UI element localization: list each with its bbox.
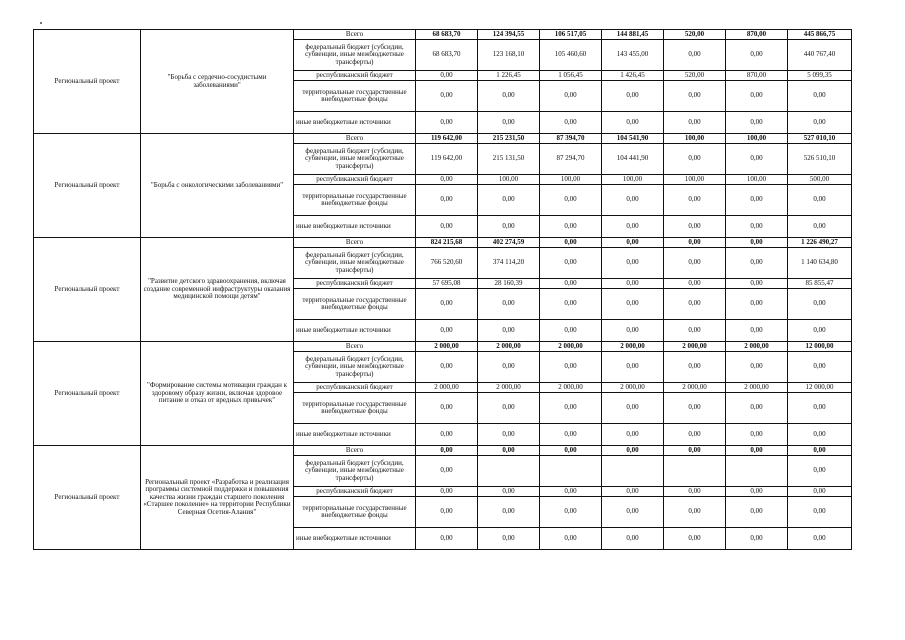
value-cell: 374 114,20	[478, 248, 540, 279]
value-cell: 0,00	[664, 144, 726, 175]
value-cell: 0,00	[664, 446, 726, 456]
project-type-cell: Региональный проект	[34, 446, 141, 550]
value-cell: 0,00	[602, 185, 664, 216]
value-cell: 0,00	[416, 185, 478, 216]
funding-source-cell: республиканский бюджет	[294, 279, 416, 289]
value-cell: 0,00	[726, 528, 788, 550]
value-cell	[664, 456, 726, 487]
total-value-cell: 0,00	[788, 456, 852, 487]
value-cell: 0,00	[602, 446, 664, 456]
value-cell: 87 294,70	[540, 144, 602, 175]
funding-source-cell: федеральный бюджет (субсидии, субвенции, иные межбюджетные трансферты)	[294, 352, 416, 383]
value-cell: 2 000,00	[416, 383, 478, 393]
value-cell: 68 683,70	[416, 40, 478, 71]
funding-source-cell: территориальные государственные внебюджетные фонды	[294, 393, 416, 424]
value-cell: 0,00	[540, 216, 602, 238]
value-cell: 143 455,00	[602, 40, 664, 71]
value-cell: 0,00	[416, 446, 478, 456]
funding-source-cell: иные внебюджетные источники	[294, 424, 416, 446]
funding-source-cell: Всего	[294, 342, 416, 352]
project-type-cell: Региональный проект	[34, 238, 141, 342]
value-cell: 766 520,60	[416, 248, 478, 279]
funding-source-cell: республиканский бюджет	[294, 383, 416, 393]
funding-source-cell: иные внебюджетные источники	[294, 112, 416, 134]
value-cell: 2 000,00	[602, 342, 664, 352]
value-cell: 870,00	[726, 30, 788, 40]
value-cell: 0,00	[416, 528, 478, 550]
value-cell: 0,00	[478, 289, 540, 320]
value-cell: 0,00	[726, 216, 788, 238]
value-cell: 0,00	[416, 393, 478, 424]
value-cell: 0,00	[416, 497, 478, 528]
value-cell: 119 642,00	[416, 144, 478, 175]
value-cell: 0,00	[664, 528, 726, 550]
total-value-cell: 0,00	[788, 216, 852, 238]
value-cell: 2 000,00	[602, 383, 664, 393]
value-cell: 0,00	[540, 393, 602, 424]
value-cell: 0,00	[416, 456, 478, 487]
value-cell: 0,00	[478, 497, 540, 528]
value-cell: 144 881,45	[602, 30, 664, 40]
funding-source-cell: федеральный бюджет (субсидии, субвенции, иные межбюджетные трансферты)	[294, 456, 416, 487]
total-value-cell: 0,00	[788, 185, 852, 216]
value-cell: 0,00	[478, 352, 540, 383]
project-name-cell: Региональный проект «Разработка и реализация программы системной поддержки и повышения качества жизни граждан старшего поколения «Старшее поколение» на территории Республики Северная Осетия-Алания"	[141, 446, 294, 550]
total-row	[34, 30, 852, 40]
total-value-cell: 0,00	[788, 393, 852, 424]
total-value-cell: 440 767,40	[788, 40, 852, 71]
value-cell: 0,00	[726, 289, 788, 320]
value-cell: 0,00	[478, 446, 540, 456]
total-value-cell: 445 866,75	[788, 30, 852, 40]
value-cell: 402 274,59	[478, 238, 540, 248]
value-cell: 0,00	[602, 352, 664, 383]
value-cell: 0,00	[664, 81, 726, 112]
funding-source-cell: республиканский бюджет	[294, 175, 416, 185]
value-cell: 57 695,08	[416, 279, 478, 289]
funding-table	[33, 29, 852, 550]
value-cell: 0,00	[478, 112, 540, 134]
value-cell: 0,00	[478, 216, 540, 238]
value-cell: 0,00	[416, 112, 478, 134]
value-cell: 0,00	[478, 81, 540, 112]
value-cell: 104 441,90	[602, 144, 664, 175]
value-cell: 0,00	[664, 289, 726, 320]
value-cell: 0,00	[664, 352, 726, 383]
value-cell: 100,00	[540, 175, 602, 185]
value-cell: 0,00	[602, 393, 664, 424]
value-cell: 100,00	[664, 175, 726, 185]
value-cell: 0,00	[664, 248, 726, 279]
value-cell: 0,00	[478, 424, 540, 446]
total-value-cell: 1 226 490,27	[788, 238, 852, 248]
value-cell: 0,00	[726, 144, 788, 175]
value-cell: 123 168,10	[478, 40, 540, 71]
value-cell: 0,00	[540, 497, 602, 528]
value-cell: 0,00	[540, 446, 602, 456]
value-cell: 870,00	[726, 71, 788, 81]
value-cell: 0,00	[726, 393, 788, 424]
value-cell: 0,00	[726, 497, 788, 528]
total-value-cell: 0,00	[788, 352, 852, 383]
value-cell: 0,00	[726, 185, 788, 216]
value-cell	[726, 456, 788, 487]
value-cell: 0,00	[540, 248, 602, 279]
value-cell: 119 642,00	[416, 134, 478, 144]
total-value-cell: 0,00	[788, 289, 852, 320]
project-name-cell: "Борьба с сердечно-сосудистыми заболеваниями"	[141, 30, 294, 134]
value-cell: 2 000,00	[726, 342, 788, 352]
funding-source-cell: республиканский бюджет	[294, 71, 416, 81]
value-cell: 0,00	[478, 487, 540, 497]
total-value-cell: 0,00	[788, 497, 852, 528]
value-cell: 0,00	[726, 320, 788, 342]
value-cell: 0,00	[540, 289, 602, 320]
funding-source-cell: федеральный бюджет (субсидии, субвенции, иные межбюджетные трансферты)	[294, 144, 416, 175]
total-value-cell: 0,00	[788, 487, 852, 497]
value-cell: 0,00	[602, 279, 664, 289]
value-cell: 0,00	[602, 216, 664, 238]
total-value-cell: 0,00	[788, 424, 852, 446]
value-cell: 0,00	[664, 185, 726, 216]
value-cell: 0,00	[602, 81, 664, 112]
total-value-cell: 527 010,10	[788, 134, 852, 144]
project-name-cell: "Борьба с онкологическими заболеваниями"	[141, 134, 294, 238]
value-cell: 0,00	[478, 320, 540, 342]
total-value-cell: 0,00	[788, 320, 852, 342]
total-row	[34, 238, 852, 248]
funding-source-cell: территориальные государственные внебюджетные фонды	[294, 497, 416, 528]
value-cell: 0,00	[416, 289, 478, 320]
value-cell: 0,00	[416, 175, 478, 185]
value-cell: 0,00	[540, 352, 602, 383]
value-cell: 0,00	[540, 528, 602, 550]
value-cell: 0,00	[664, 424, 726, 446]
value-cell: 0,00	[726, 487, 788, 497]
value-cell: 0,00	[664, 487, 726, 497]
value-cell: 0,00	[540, 238, 602, 248]
funding-source-cell: Всего	[294, 446, 416, 456]
funding-source-cell: иные внебюджетные источники	[294, 216, 416, 238]
value-cell: 0,00	[540, 487, 602, 497]
value-cell: 0,00	[416, 352, 478, 383]
value-cell: 0,00	[540, 81, 602, 112]
value-cell: 0,00	[664, 216, 726, 238]
total-value-cell: 0,00	[788, 112, 852, 134]
value-cell: 0,00	[664, 112, 726, 134]
value-cell: 2 000,00	[540, 383, 602, 393]
value-cell: 1 226,45	[478, 71, 540, 81]
value-cell: 0,00	[416, 424, 478, 446]
value-cell: 0,00	[664, 497, 726, 528]
value-cell: 0,00	[726, 352, 788, 383]
value-cell: 28 160,39	[478, 279, 540, 289]
value-cell: 0,00	[602, 528, 664, 550]
project-type-cell: Региональный проект	[34, 30, 141, 134]
total-value-cell: 0,00	[788, 446, 852, 456]
value-cell: 0,00	[726, 248, 788, 279]
value-cell: 520,00	[664, 30, 726, 40]
value-cell: 2 000,00	[726, 383, 788, 393]
total-value-cell: 0,00	[788, 81, 852, 112]
funding-source-cell: Всего	[294, 30, 416, 40]
total-value-cell: 12 000,00	[788, 383, 852, 393]
value-cell	[478, 456, 540, 487]
funding-source-cell: иные внебюджетные источники	[294, 528, 416, 550]
funding-source-cell: Всего	[294, 134, 416, 144]
value-cell: 0,00	[602, 238, 664, 248]
value-cell: 2 000,00	[478, 342, 540, 352]
value-cell	[602, 456, 664, 487]
value-cell: 0,00	[602, 112, 664, 134]
total-value-cell: 526 510,10	[788, 144, 852, 175]
funding-source-cell: территориальные государственные внебюджетные фонды	[294, 81, 416, 112]
value-cell: 2 000,00	[664, 342, 726, 352]
project-type-cell: Региональный проект	[34, 134, 141, 238]
total-row	[34, 446, 852, 456]
value-cell: 215 231,50	[478, 134, 540, 144]
value-cell: 0,00	[416, 81, 478, 112]
project-type-cell: Региональный проект	[34, 342, 141, 446]
value-cell	[540, 456, 602, 487]
value-cell: 124 394,55	[478, 30, 540, 40]
funding-source-cell: федеральный бюджет (субсидии, субвенции, иные межбюджетные трансферты)	[294, 248, 416, 279]
value-cell: 0,00	[416, 320, 478, 342]
value-cell: 105 460,60	[540, 40, 602, 71]
value-cell: 0,00	[478, 528, 540, 550]
value-cell: 0,00	[726, 238, 788, 248]
value-cell: 100,00	[726, 134, 788, 144]
value-cell: 0,00	[478, 393, 540, 424]
total-row	[34, 134, 852, 144]
value-cell: 0,00	[726, 81, 788, 112]
total-value-cell: 5 099,35	[788, 71, 852, 81]
total-value-cell: 85 855,47	[788, 279, 852, 289]
value-cell: 0,00	[664, 393, 726, 424]
value-cell: 100,00	[478, 175, 540, 185]
value-cell: 68 683,70	[416, 30, 478, 40]
value-cell: 100,00	[664, 134, 726, 144]
value-cell: 106 517,05	[540, 30, 602, 40]
value-cell: 0,00	[726, 40, 788, 71]
value-cell: 0,00	[416, 216, 478, 238]
project-name-cell: "Формирование системы мотивации граждан к здоровому образу жизни, включая здоровое питание и отказ от вредных привычек"	[141, 342, 294, 446]
project-name-cell: "Развитие детского здравоохранения, включая создание современной инфраструктуры оказания медицинской помощи детям"	[141, 238, 294, 342]
value-cell: 87 394,70	[540, 134, 602, 144]
total-value-cell: 1 140 634,80	[788, 248, 852, 279]
value-cell: 0,00	[416, 487, 478, 497]
value-cell: 0,00	[664, 40, 726, 71]
value-cell: 0,00	[540, 424, 602, 446]
value-cell: 0,00	[602, 487, 664, 497]
value-cell: 2 000,00	[478, 383, 540, 393]
value-cell: 100,00	[726, 175, 788, 185]
value-cell: 0,00	[664, 320, 726, 342]
value-cell: 0,00	[602, 424, 664, 446]
value-cell: 0,00	[602, 497, 664, 528]
value-cell: 100,00	[602, 175, 664, 185]
value-cell: 0,00	[540, 112, 602, 134]
total-row	[34, 342, 852, 352]
value-cell: 0,00	[416, 71, 478, 81]
funding-source-cell: территориальные государственные внебюджетные фонды	[294, 185, 416, 216]
total-value-cell: 12 000,00	[788, 342, 852, 352]
value-cell: 0,00	[726, 424, 788, 446]
funding-source-cell: иные внебюджетные источники	[294, 320, 416, 342]
value-cell: 0,00	[664, 279, 726, 289]
value-cell: 0,00	[726, 446, 788, 456]
value-cell: 0,00	[726, 112, 788, 134]
value-cell: 0,00	[602, 248, 664, 279]
value-cell: 0,00	[540, 185, 602, 216]
value-cell: 2 000,00	[540, 342, 602, 352]
value-cell: 824 215,68	[416, 238, 478, 248]
value-cell: 1 056,45	[540, 71, 602, 81]
value-cell: 0,00	[602, 289, 664, 320]
value-cell: 2 000,00	[416, 342, 478, 352]
value-cell: 0,00	[664, 238, 726, 248]
value-cell: 104 541,90	[602, 134, 664, 144]
value-cell: 0,00	[540, 320, 602, 342]
value-cell: 1 426,45	[602, 71, 664, 81]
value-cell: 520,00	[664, 71, 726, 81]
funding-source-cell: федеральный бюджет (субсидии, субвенции, иные межбюджетные трансферты)	[294, 40, 416, 71]
value-cell: 0,00	[540, 279, 602, 289]
value-cell: 0,00	[602, 320, 664, 342]
value-cell: 0,00	[726, 279, 788, 289]
funding-table-body	[34, 30, 852, 550]
value-cell: 215 131,50	[478, 144, 540, 175]
funding-source-cell: территориальные государственные внебюджетные фонды	[294, 289, 416, 320]
funding-source-cell: республиканский бюджет	[294, 487, 416, 497]
value-cell: 0,00	[478, 185, 540, 216]
total-value-cell: 500,00	[788, 175, 852, 185]
value-cell: 2 000,00	[664, 383, 726, 393]
total-value-cell: 0,00	[788, 528, 852, 550]
funding-source-cell: Всего	[294, 238, 416, 248]
scan-mark	[40, 22, 42, 24]
